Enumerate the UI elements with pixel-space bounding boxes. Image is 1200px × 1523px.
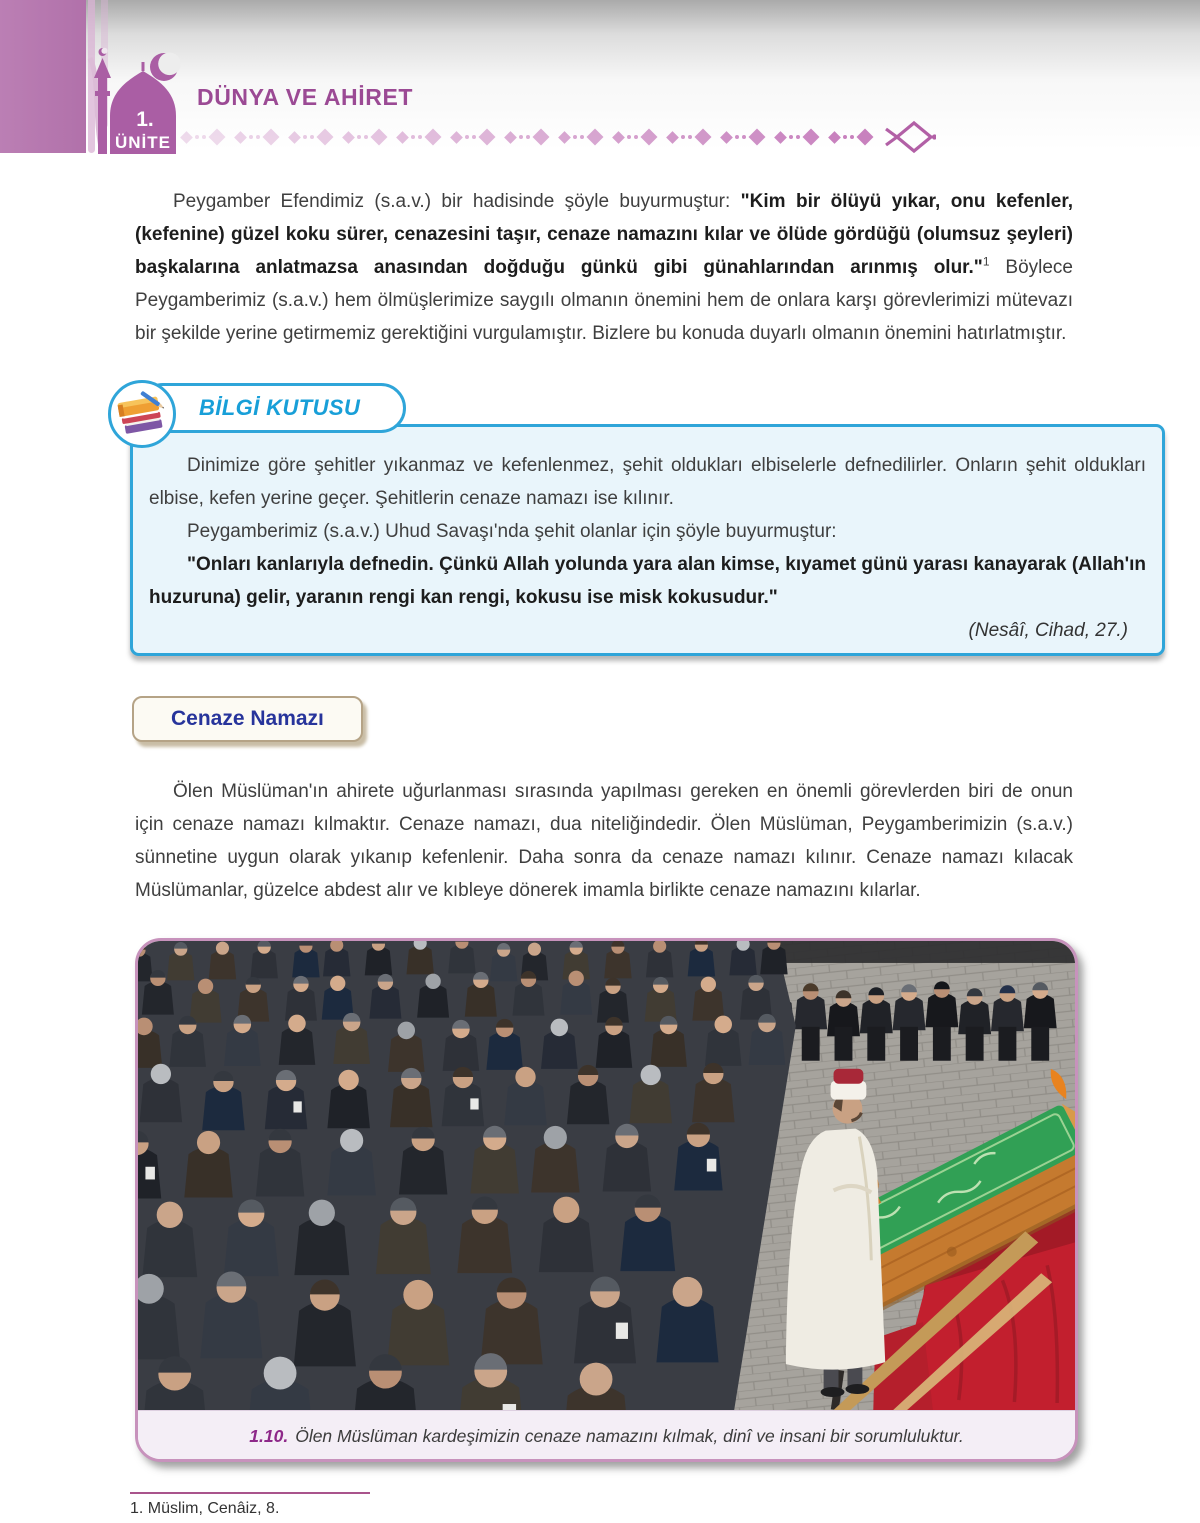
funeral-prayer-photo xyxy=(138,941,1075,1410)
figure-caption-text: Ölen Müslüman kardeşimizin cenaze namazını kılmak, dinî ve insani bir sorumluluktur. xyxy=(295,1426,964,1446)
books-icon xyxy=(115,387,169,441)
info-box xyxy=(130,424,1165,656)
info-paragraph-2: Peygamberimiz (s.a.v.) Uhud Savaşı'nda şehit olanlar için şöyle buyurmuştur: xyxy=(187,521,837,542)
figure-number: 1.10. xyxy=(249,1426,289,1446)
unit-sidebar-block xyxy=(0,0,86,153)
info-icon-badge xyxy=(108,380,176,448)
figure-1-10 xyxy=(135,938,1078,1462)
section-heading-cenaze-namazi: Cenaze Namazı xyxy=(132,696,363,742)
info-paragraph-1: Dinimize göre şehitler yıkanmaz ve kefenlenmez, şehit oldukları elbiselerle defnedilirler. Onların şehit oldukları elbise, kefen yerine geçer. Şehitlerin cenaze namazı ise kılınır. xyxy=(149,455,1146,509)
info-box-header xyxy=(108,380,438,448)
footnote-marker: 1 xyxy=(982,254,990,269)
hadith-quote: "Kim bir ölüyü yıkar, onu kefenler, (kefenine) güzel koku sürer, cenazesini taşır, cenaze namazını kılar ve ölüde gördüğü (olumsuz şeyleri) başkalarına anlatmazsa anasından doğduğu günkü gibi günahlarından arınmış olur." xyxy=(135,191,1074,278)
page-title: DÜNYA VE AHİRET xyxy=(197,84,414,110)
intro-paragraph xyxy=(135,185,1073,350)
intro-lead: Peygamber Efendimiz (s.a.v.) bir hadisinde şöyle buyurmuştur: xyxy=(173,191,741,212)
footnote-rule xyxy=(130,1492,370,1494)
unit-label: ÜNİTE xyxy=(115,133,171,152)
footnote-text: 1. Müslim, Cenâiz, 8. xyxy=(130,1500,280,1517)
info-attribution: (Nesâî, Cihad, 27.) xyxy=(968,620,1128,641)
info-box-body xyxy=(133,449,1162,647)
info-box-title: BİLGİ KUTUSU xyxy=(138,383,406,433)
ornament-end-icon xyxy=(884,119,936,155)
figure-caption xyxy=(138,1410,1075,1462)
intro-rest: Böylece Peygamberimiz (s.a.v.) hem ölmüşlerimize saygılı olmanın önemini hem de onlara karşı görevlerimizi mütevazı bir şekilde yerine getirmemiz gerektiğini vurgulamıştır. Bizlere bu konuda duyarlı olmanın önemini hatırlatmıştır. xyxy=(135,257,1073,344)
unit-number: 1. xyxy=(136,108,154,131)
ornament-divider xyxy=(182,120,1087,154)
ornament-motifs xyxy=(182,131,884,143)
info-quote: "Onları kanlarıyla defnedin. Çünkü Allah yolunda yara alan kimse, kıyamet günü yarası kanayarak (Allah'ın huzuruna) gelir, yaranın rengi kan rengi, kokusu ise misk kokusudur." xyxy=(149,554,1146,608)
section-paragraph: Ölen Müslüman'ın ahirete uğurlanması sırasında yapılması gereken en önemli görevlerden biri de onun için cenaze namazı kılmaktır. Cenaze namazı, dua niteliğindedir. Ölen Müslüman, Peygamberimizin (s.a.v.) sünnetine uygun olarak yıkanıp kefenlenir. Daha sonra da cenaze namazı kılınır. Cenaze namazı kılacak Müslümanlar, güzelce abdest alır ve kıbleye dönerek imamla birlikte cenaze namazını kılarlar. xyxy=(135,781,1073,901)
